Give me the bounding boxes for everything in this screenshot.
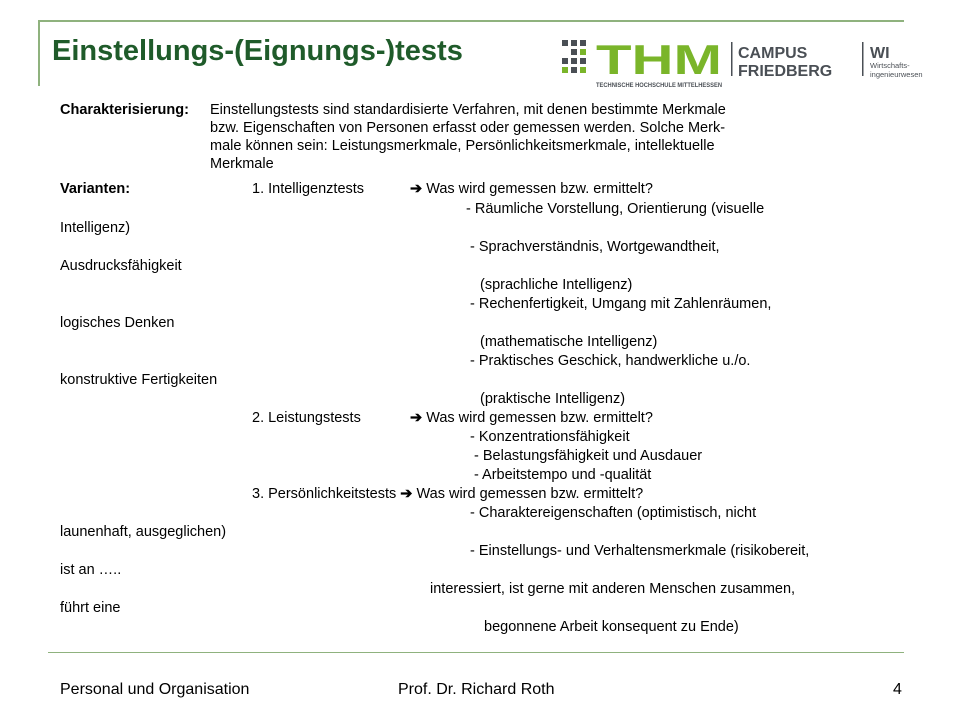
- footer-divider: [48, 652, 904, 653]
- campus-line2: FRIEDBERG: [738, 63, 833, 80]
- detail-line: begonnene Arbeit konsequent zu Ende): [484, 619, 739, 635]
- campus-line1: CAMPUS: [738, 45, 808, 62]
- detail-line: konstruktive Fertigkeiten: [60, 372, 218, 388]
- thm-wordmark: THM: [596, 38, 722, 83]
- detail-line: - Arbeitstempo und -qualität: [474, 467, 652, 483]
- question-line: [410, 180, 653, 198]
- detail-line: - Räumliche Vorstellung, Orientierung (visuelle: [466, 201, 765, 217]
- detail-line: logisches Denken: [60, 315, 175, 331]
- question-text: Was wird gemessen bzw. ermittelt?: [426, 410, 653, 426]
- detail-line: - Belastungsfähigkeit und Ausdauer: [474, 448, 703, 464]
- hochschule-name: TECHNISCHE HOCHSCHULE MITTELHESSEN: [596, 82, 723, 89]
- detail-line: - Rechenfertigkeit, Umgang mit Zahlenräumen,: [470, 296, 772, 312]
- question-text: Was wird gemessen bzw. ermittelt?: [426, 181, 653, 197]
- frame-top-line: [38, 20, 904, 22]
- slide-title: Einstellungs-(Eignungs-)tests: [52, 35, 463, 67]
- detail-line: führt eine: [60, 600, 121, 616]
- detail-line: ist an …..: [60, 562, 122, 578]
- page-number: 4: [893, 681, 902, 698]
- arrow-right-icon: ➔: [400, 486, 413, 502]
- footer-author: Prof. Dr. Richard Roth: [398, 681, 555, 698]
- wi-label: WI: [870, 45, 890, 62]
- thm-dots-icon: [562, 40, 586, 73]
- question-text: Was wird gemessen bzw. ermittelt?: [416, 486, 644, 502]
- footer-course: Personal und Organisation: [60, 681, 250, 698]
- detail-line: - Praktisches Geschick, handwerkliche u./o.: [470, 353, 751, 369]
- thm-logo: [560, 38, 930, 92]
- characterization-label: Charakterisierung:: [60, 102, 189, 118]
- detail-line: launenhaft, ausgeglichen): [60, 524, 227, 540]
- detail-line: - Charaktereigenschaften (optimistisch, nicht: [470, 505, 757, 521]
- frame-left-line: [38, 20, 40, 86]
- characterization-line: male können sein: Leistungsmerkmale, Persönlichkeitsmerkmale, intellektuelle: [210, 138, 715, 154]
- detail-line: Ausdrucksfähigkeit: [60, 258, 182, 274]
- variant-personality: 3. Persönlichkeitstests: [252, 486, 397, 502]
- detail-line: interessiert, ist gerne mit anderen Menschen zusammen,: [430, 581, 796, 597]
- variants-label: Varianten:: [60, 181, 131, 197]
- variant-intelligence: 1. Intelligenztests: [252, 181, 365, 197]
- detail-line: Intelligenz): [60, 220, 131, 236]
- question-line: [410, 409, 653, 427]
- wi-line2: ingenieurwesen: [870, 70, 923, 79]
- detail-line: (praktische Intelligenz): [480, 391, 626, 407]
- wi-line1: Wirtschafts-: [870, 61, 910, 70]
- detail-line: - Sprachverständnis, Wortgewandtheit,: [470, 239, 720, 255]
- detail-line: (sprachliche Intelligenz): [480, 277, 633, 293]
- characterization-line: bzw. Eigenschaften von Personen erfasst oder gemessen werden. Solche Merk-: [210, 120, 726, 136]
- question-line: [252, 485, 643, 503]
- characterization-line: Einstellungstests sind standardisierte Verfahren, mit denen bestimmte Merkmale: [210, 102, 726, 118]
- detail-line: - Konzentrationsfähigkeit: [470, 429, 630, 445]
- variant-performance: 2. Leistungstests: [252, 410, 361, 426]
- arrow-right-icon: ➔: [410, 410, 423, 426]
- detail-line: (mathematische Intelligenz): [480, 334, 658, 350]
- arrow-right-icon: ➔: [410, 181, 423, 197]
- detail-line: - Einstellungs- und Verhaltensmerkmale (risikobereit,: [470, 543, 810, 559]
- characterization-line: Merkmale: [210, 156, 274, 172]
